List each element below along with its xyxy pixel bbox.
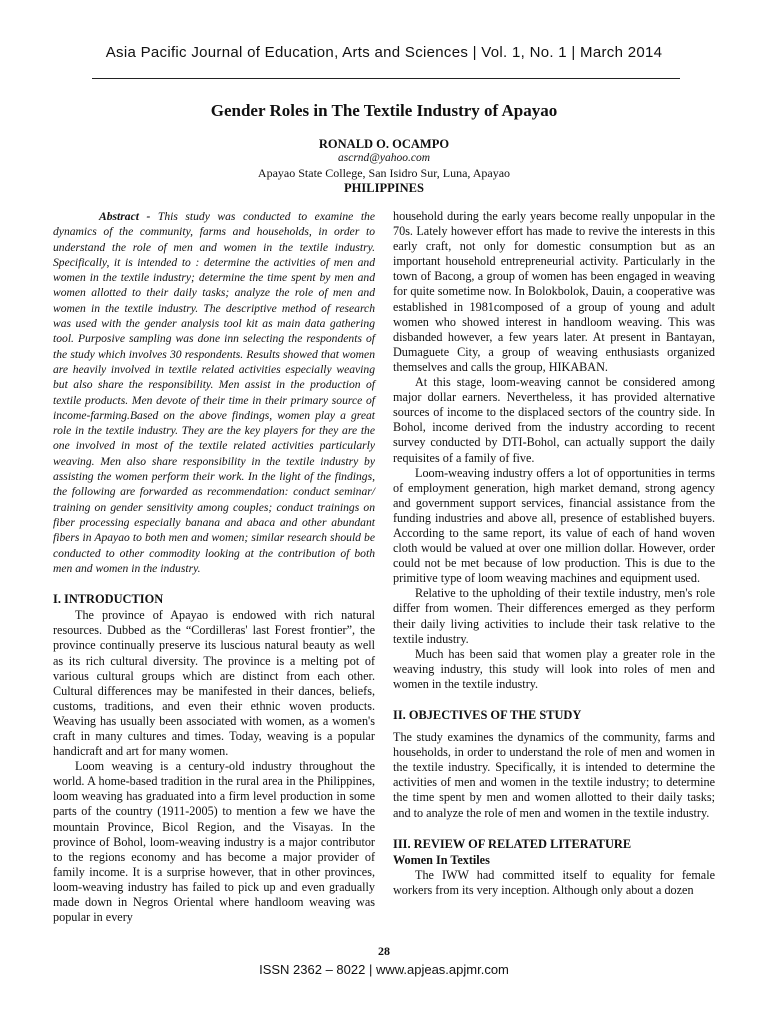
objectives-heading: II. OBJECTIVES OF THE STUDY <box>393 708 582 722</box>
abstract-label: Abstract - <box>99 210 151 223</box>
introduction-paragraph-4: Loom-weaving industry offers a lot of opportunities in terms of employment generation, high market demand, strong agency and government support services, financial assistance from the funding industries and above all, presence of established buyers. According to the same report, its value of each of hand woven cloth would be valued at over one million dollar. However, order could not be met because of low production. This is due to the primitive type of loom weaving machines and equipment used. <box>393 465 715 586</box>
review-heading: III. REVIEW OF RELATED LITERATURE <box>393 836 632 851</box>
author-name: RONALD O. OCAMPO <box>318 137 450 151</box>
left-column <box>53 209 375 925</box>
page-number: 28 <box>378 944 390 958</box>
introduction-paragraph-3: At this stage, loom-weaving cannot be considered among major dollar earners. Nevertheless, it has provided alternative sources of income to the displaced sectors of the country side. In Bohol, income derived from the industry according to recent survey conducted by DTI-Bohol, can actually support the daily requisites of a family of five. <box>393 375 715 465</box>
review-text: The IWW had committed itself to equality for female workers from its very inception. Although only about a dozen <box>393 867 715 897</box>
right-column <box>393 209 715 898</box>
author-country: PHILIPPINES <box>344 181 424 195</box>
abstract-text: This study was conducted to examine the dynamics of the community, farms and households, in order to understand the role of men and women in the textile industry. Specifically, it is intended to : determine the activities of men and women in the textile industry; determine the time spent by men and women allotted to their daily tasks; analyze the role of men and women in the textile industry. The descriptive method of research was used with the gender analysis tool kit as main data gathering tool. Purposive sampling was done inn selecting the respondents of the study which involves 30 respondents. Results showed that women are heavily involved in textile related activities especially weaving but also share the responsibility. Men assist in the production of textile products. Men devote of their time in their primary source of income-farming.Based on the above findings, women play a great role in the textile industry. They are the key players for they are the one involved in most of the textile related activities particularly weaving. Men also share responsibility in the textile industry by assisting the women perform their work. In the light of the findings, the following are forwarded as recommendation: conduct seminar/ training on gender sensitivity among couples; conduct trainings on fiber processing especially banana and abaca and other abundant fibers in Apayao to both men and women; similar research should be conducted to other commodity looking at the contribution of both men and women in the industry. <box>53 210 375 575</box>
introduction-paragraph-2-continued: household during the early years become really unpopular in the 70s. Lately however effort has made to revive the interests in this early craft, not only for domestic consumption but as an important household entrepreneurial activity. Particularly in the town of Bacong, a group of women has been engaged in weaving for quite sometime now. In Bolokbolok, Dauin, a cooperative was established in 1981composed of a group of young and adult women who showed interest in handloom weaving. This was disbanded however, a few years later. At present in Bantayan, Dumaguete City, a group of weaving enthusiasts organized themselves and calls the group, HIKABAN. <box>393 209 715 374</box>
objectives-text: The study examines the dynamics of the community, farms and households, in order to understand the role of men and women in the textile industry. Specifically, it is intended to determine the activities of men and women in the textile industry; to determine the time spent by men and women allotted to their daily tasks; and to analyze the role of men and women in the textile industry. <box>393 730 715 820</box>
review-subheading: Women In Textiles <box>393 852 490 867</box>
header-divider <box>92 78 680 79</box>
abstract <box>53 209 375 576</box>
introduction-paragraph-6: Much has been said that women play a greater role in the weaving industry, this study will look into roles of men and women in the textile industry. <box>393 646 715 691</box>
introduction-paragraph-2: Loom weaving is a century-old industry throughout the world. A home-based tradition in the rural area in the Philippines, loom weaving has graduated into a firm level production in some parts of the country (1911-2005) to mention a few we have the mountain Province, Bicol Region, and the Visayas. In the province of Bohol, loom-weaving industry is a major contributor to the regions economy and has become a major provider of family income. It is a surprise however, that in other provinces, loom-weaving industry has failed to pick up and even gradually made down in Negros Oriental where handloom weaving was popular in every <box>53 759 375 925</box>
footer-issn: ISSN 2362 – 8022 | www.apjeas.apjmr.com <box>259 962 509 977</box>
author-email: ascrnd@yahoo.com <box>337 152 431 164</box>
introduction-heading: I. INTRODUCTION <box>53 592 164 607</box>
author-affiliation: Apayao State College, San Isidro Sur, Luna, Apayao <box>257 166 511 180</box>
introduction-paragraph-5: Relative to the upholding of their textile industry, men's role differ from women. Their differences emerged as they perform their daily living activities to include their task relative to the textile industry. <box>393 586 715 646</box>
journal-header: Asia Pacific Journal of Education, Arts and Sciences | Vol. 1, No. 1 | March 2014 <box>105 44 663 61</box>
introduction-paragraph-1: The province of Apayao is endowed with rich natural resources. Dubbed as the “Cordilleras' last Forest frontier”, the province continually preserve its luscious natural beauty as well as its rich cultural diversity. The province is a melting pot of various cultural groups which are distinct from each other. Cultural differences may be manifested in their dances, beliefs, customs, traditions, and even their ethnic woven products. Weaving has usually been associated with women, as a women's craft in many cultures and times. Today, weaving is a popular handicraft and art for many women. <box>53 608 375 759</box>
paper-title: Gender Roles in The Textile Industry of Apayao <box>210 101 558 120</box>
